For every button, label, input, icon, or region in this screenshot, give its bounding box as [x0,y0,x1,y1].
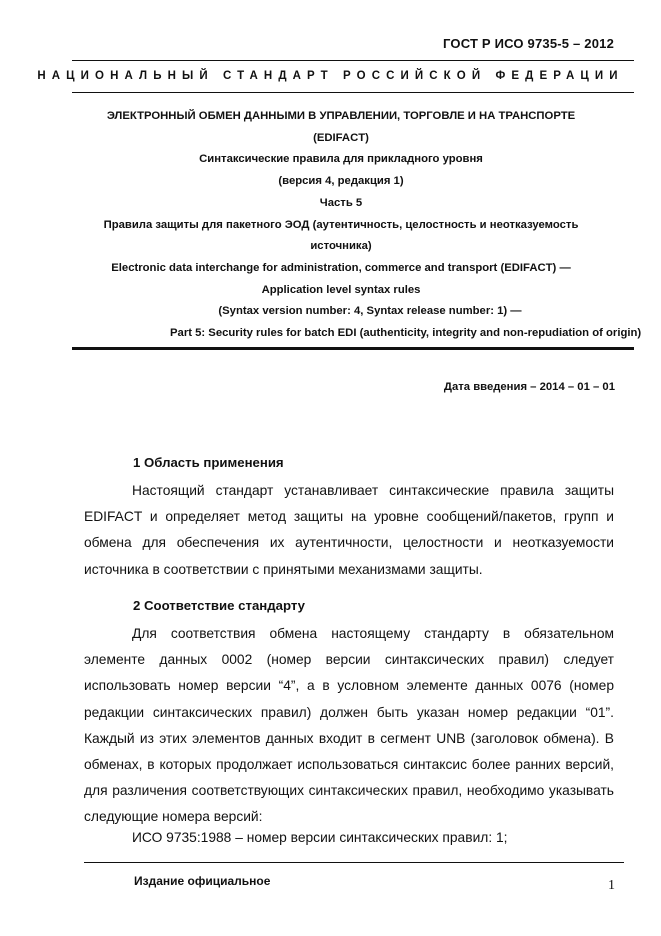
section-paragraph-scope: Настоящий стандарт устанавливает синтаксические правила защиты EDIFACT и определяет метод защиты на уровне сообщений/пакетов, групп и обмена для обеспечения их аутентичности, целостности и неотказуемости источника в соответствии с принятыми механизмами защиты. [84,483,614,577]
title-ru-abbr: (EDIFACT) [313,131,369,144]
title-block-rule [72,347,634,350]
header-rule [72,60,634,61]
introduction-date: Дата введения – 2014 – 01 – 01 [443,381,615,393]
title-en-subtitle: Application level syntax rules [261,283,421,296]
section-paragraph-conformance: Для соответствия обмена настоящему стандарту в обязательном элементе данных 0002 (номер версии синтаксических правил) следует использовать номер версии “4”, а в условном элементе данных 0076 (номер редакции синтаксических правил) должен быть указан номер редакции “01”. Каждый из этих элементов данных входит в сегмент UNB (заголовок обмена). В обменах, в которых продолжает использоваться синтаксис более ранних версий, для различения соответствующих синтаксических правил, необходимо указывать следующие номера версий: [84,626,614,825]
section-heading-scope: 1 Область применения [133,455,284,470]
title-en-main: Electronic data interchange for administration, commerce and transport (EDIFACT) — [111,261,571,274]
section-heading-conformance: 2 Соответствие стандарту [133,598,305,613]
footer-rule [84,862,624,863]
title-en-part: Part 5: Security rules for batch EDI (authenticity, integrity and non-repudiation of origin) [170,327,642,340]
header-rule-lower [72,92,634,93]
title-en-version: (Syntax version number: 4, Syntax release number: 1) — [218,305,522,318]
title-ru-version: (версия 4, редакция 1) [278,175,404,188]
gost-code: ГОСТ Р ИСО 9735-5 – 2012 [443,36,614,51]
title-ru-part-name-cont: источника) [310,240,372,253]
page-number: 1 [608,878,615,893]
standard-titles [60,106,642,345]
title-ru-main: ЭЛЕКТРОННЫЙ ОБМЕН ДАННЫМИ В УПРАВЛЕНИИ, ТОРГОВЛЕ И НА ТРАНСПОРТЕ [106,110,576,122]
official-edition-label: Издание официальное [134,874,271,888]
title-ru-part: Часть 5 [319,196,363,209]
national-standard-banner: НАЦИОНАЛЬНЫЙ СТАНДАРТ РОССИЙСКОЙ ФЕДЕРАЦИИ [37,70,624,82]
title-ru-part-name: Правила защиты для пакетного ЭОД (аутентичность, целостность и неотказуемость [103,218,579,231]
section-paragraph-version-list: ИСО 9735:1988 – номер версии синтаксических правил: 1; [132,830,508,845]
title-ru-subtitle: Синтаксические правила для прикладного уровня [199,153,483,166]
